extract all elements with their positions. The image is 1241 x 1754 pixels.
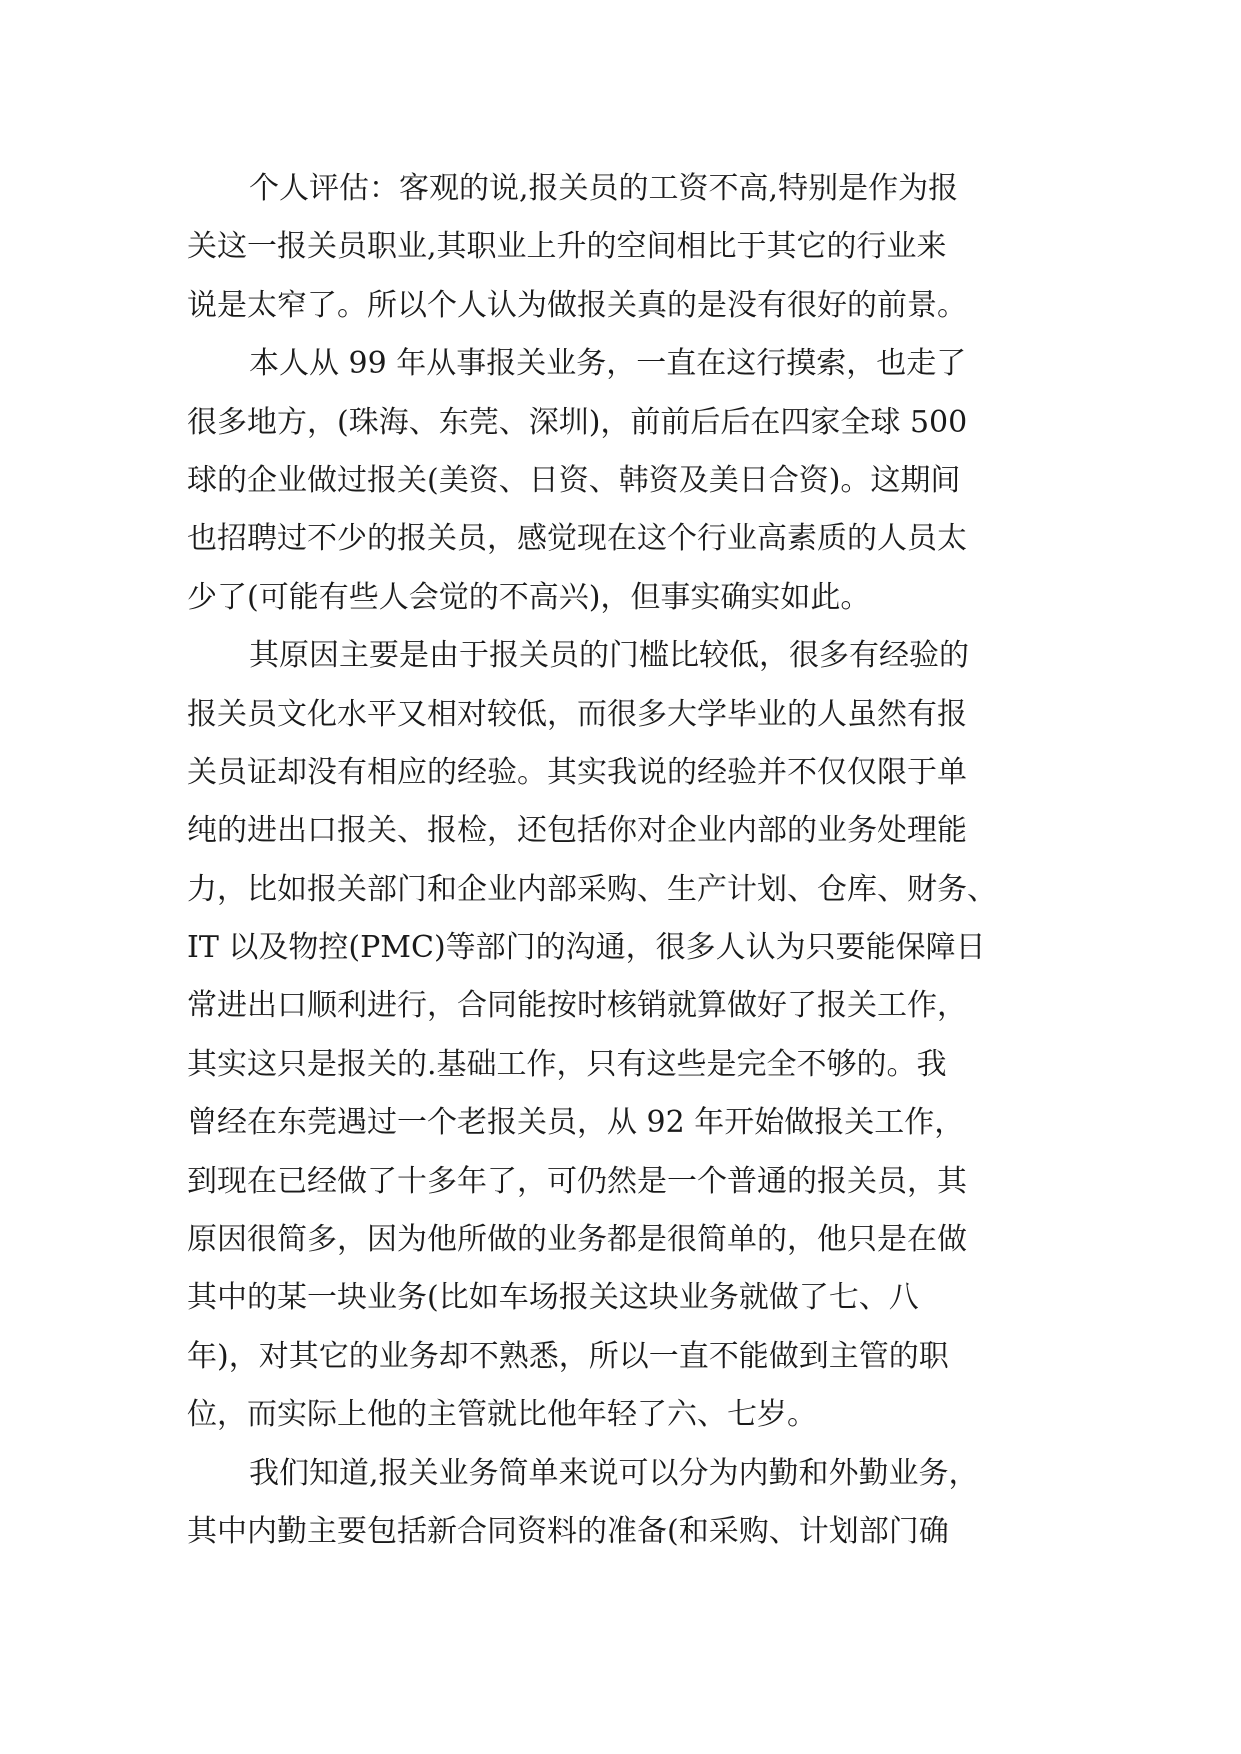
paragraph-3-line-12: 其中的某一块业务(比如车场报关这块业务就做了七、八 bbox=[187, 1280, 919, 1316]
paragraph-3-line-8: 其实这只是报关的.基础工作，只有这些是完全不够的。我 bbox=[187, 1046, 947, 1082]
paragraph-3-line-11: 原因很简多，因为他所做的业务都是很简单的，他只是在做 bbox=[187, 1222, 967, 1258]
paragraph-2-line-4: 也招聘过不少的报关员，感觉现在这个行业高素质的人员太 bbox=[187, 521, 967, 557]
paragraph-1-line-2: 关这一报关员职业,其职业上升的空间相比于其它的行业来 bbox=[187, 229, 947, 265]
paragraph-4-line-2: 其中内勤主要包括新合同资料的准备(和采购、计划部门确 bbox=[187, 1513, 949, 1549]
paragraph-3-line-5: 力，比如报关部门和企业内部采购、生产计划、仓库、财务、 bbox=[187, 871, 997, 907]
paragraph-3-line-4: 纯的进出口报关、报检，还包括你对企业内部的业务处理能 bbox=[187, 813, 967, 849]
paragraph-3-line-2: 报关员文化水平又相对较低，而很多大学毕业的人虽然有报 bbox=[187, 696, 967, 732]
paragraph-3-line-7: 常进出口顺利进行，合同能按时核销就算做好了报关工作， bbox=[187, 988, 967, 1024]
paragraph-3-line-3: 关员证却没有相应的经验。其实我说的经验并不仅仅限于单 bbox=[187, 754, 967, 790]
paragraph-2-line-3: 球的企业做过报关(美资、日资、韩资及美日合资)。这期间 bbox=[187, 462, 961, 498]
paragraph-1-line-1: 个人评估：客观的说,报关员的工资不高,特别是作为报 bbox=[249, 171, 959, 206]
paragraph-4-line-1: 我们知道,报关业务简单来说可以分为内勤和外勤业务， bbox=[249, 1455, 979, 1491]
paragraph-1-line-3: 说是太窄了。所以个人认为做报关真的是没有很好的前景。 bbox=[187, 287, 967, 323]
paragraph-3-line-6: IT 以及物控(PMC)等部门的沟通，很多人认为只要能保障日 bbox=[187, 930, 986, 966]
paragraph-3-line-9: 曾经在东莞遇过一个老报关员，从 92 年开始做报关工作， bbox=[187, 1105, 965, 1141]
paragraph-3-line-13: 年)，对其它的业务却不熟悉，所以一直不能做到主管的职 bbox=[187, 1338, 949, 1374]
paragraph-2-line-1: 本人从 99 年从事报关业务，一直在这行摸索，也走了 bbox=[249, 346, 967, 382]
paragraph-3-line-1: 其原因主要是由于报关员的门槛比较低，很多有经验的 bbox=[249, 638, 969, 674]
paragraph-2-line-5: 少了(可能有些人会觉的不高兴)，但事实确实如此。 bbox=[187, 579, 871, 615]
paragraph-3-line-10: 到现在已经做了十多年了，可仍然是一个普通的报关员，其 bbox=[187, 1163, 967, 1199]
body-text bbox=[187, 160, 1067, 1561]
paragraph-3-line-14: 位，而实际上他的主管就比他年轻了六、七岁。 bbox=[187, 1397, 817, 1433]
paragraph-2-line-2: 很多地方，(珠海、东莞、深圳)，前前后后在四家全球 500 bbox=[187, 404, 968, 440]
